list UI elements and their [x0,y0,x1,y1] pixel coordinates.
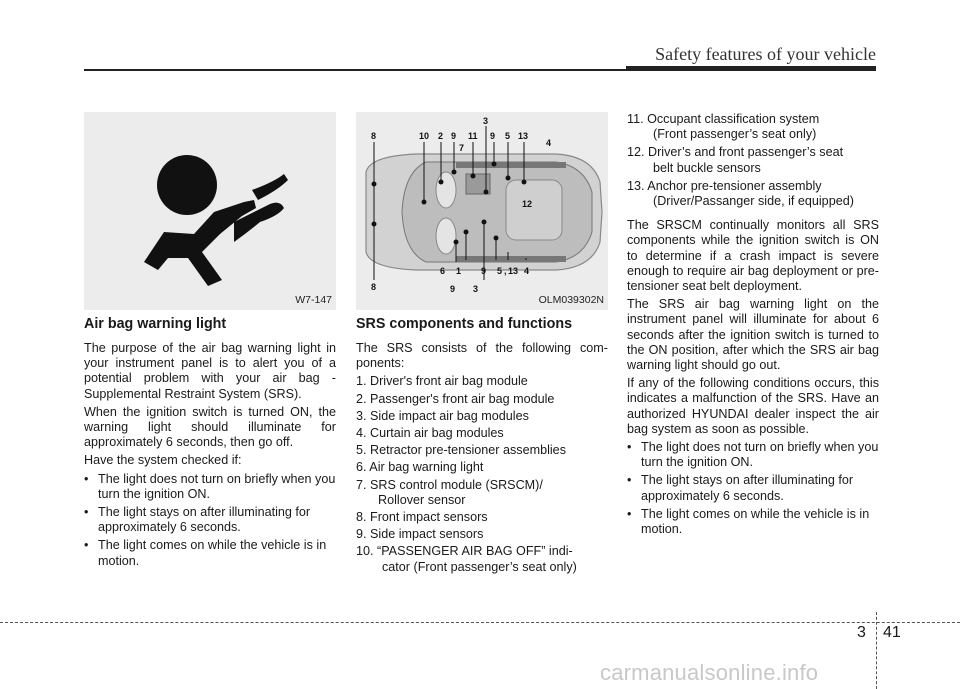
svg-text:3: 3 [473,284,479,294]
svg-text:8: 8 [371,282,377,292]
svg-text:,: , [504,266,507,276]
footer-rule [0,622,960,623]
paragraph: The purpose of the air bag warning light in your instrument panel is to alert you of a potential problem with your air bag - Supplemental Restraint System (SRS). [84,341,336,401]
srs-components-diagram [356,112,608,310]
left-column [84,112,336,572]
bullet-item: • The light stays on after illuminating for approximately 6 seconds. [627,473,854,503]
svg-text:8: 8 [371,131,377,141]
list-item: 8. Front impact sensors [356,510,488,525]
list-item: 11. Occupant classification system (Front passenger’s seat only) [627,112,820,142]
figure-code: W7-147 [295,293,332,306]
svg-text:13: 13 [518,131,529,141]
chapter-number: 3 [857,624,866,641]
list-item: 12. Driver’s and front passenger’s seat belt buckle sensors [627,145,844,175]
paragraph: The SRS air bag warning light on the instrument panel will illuminate for about 6 seconds after the ignition switch is turned to the ON position, after which the SRS air bag warning light should go out. [627,297,879,373]
svg-text:9: 9 [490,131,496,141]
svg-text:5: 5 [497,266,503,276]
paragraph: When the ignition switch is turned ON, the warning light should illuminate for approximately 6 seconds, then go off. [84,404,336,450]
figure-code: OLM039302N [538,293,604,306]
list-item: 6. Air bag warning light [356,460,484,475]
list-item: 13. Anchor pre-tensioner assembly (Driver/Passanger side, if equipped) [627,178,854,209]
paragraph: Have the system checked if: [84,453,242,468]
list-item: 4. Curtain air bag modules [356,426,504,441]
svg-text:9: 9 [481,266,487,276]
paragraph: If any of the following conditions occurs, this indicates a malfunction of the SRS. Have an authorized HYUNDAI dealer inspect the air bag system as soon as possible. [627,376,879,436]
list-item: 3. Side impact air bag modules [356,408,529,423]
svg-text:5: 5 [505,131,511,141]
right-column [627,112,879,540]
bullet-item: • The light does not turn on briefly when you turn the ignition ON. [627,440,879,470]
bullet-item: • The light comes on while the vehicle is in motion. [84,538,327,568]
list-item: 2. Passenger's front air bag module [356,391,555,406]
bullet-item: • The light stays on after illuminating for approximately 6 seconds. [84,505,311,535]
svg-text:4: 4 [524,266,530,276]
airbag-warning-figure [84,112,336,310]
svg-text:3: 3 [483,116,489,126]
bullet-item: • The light comes on while the vehicle is in motion. [627,506,870,537]
page-number: 41 [883,624,901,641]
list-item: 7. SRS control module (SRSCM)/ Rollover sensor [356,477,543,507]
list-item: 9. Side impact sensors [356,527,484,542]
page-header-title: Safety features of your vehicle [655,44,876,64]
svg-text:4: 4 [546,138,552,148]
header-rule-accent [626,66,876,71]
svg-text:1: 1 [456,266,462,276]
svg-text:9: 9 [451,131,457,141]
list-item: 1. Driver's front air bag module [356,374,528,389]
list-item: 10. “PASSENGER AIR BAG OFF” indi- cator (Front passenger’s seat only) [356,544,577,574]
svg-text:2: 2 [438,131,444,141]
footer-divider [876,612,877,689]
components-list [356,374,608,574]
vehicle-diagram [356,112,608,310]
middle-column [356,112,608,575]
svg-text:13: 13 [508,266,519,276]
paragraph: The SRSCM continually monitors all SRS components while the ignition switch is ON to determine if a crash impact is severe enough to require air bag deployment or pre-tensioner seat belt deployment. [627,218,879,294]
section-title: SRS components and functions [356,316,573,332]
section-title: Air bag warning light [84,316,227,332]
airbag-warning-icon [84,112,336,310]
svg-text:9: 9 [450,284,456,294]
bullet-item: • The light does not turn on briefly when you turn the ignition ON. [84,471,336,501]
watermark: carmanualsonline.info [600,660,819,685]
svg-text:6: 6 [440,266,446,276]
list-item: 5. Retractor pre-tensioner assemblies [356,443,566,458]
svg-text:10: 10 [419,131,430,141]
svg-text:12: 12 [522,199,533,209]
paragraph: The SRS consists of the following com-ponents: [356,341,608,371]
svg-text:11: 11 [468,131,478,141]
svg-text:7: 7 [459,143,465,153]
